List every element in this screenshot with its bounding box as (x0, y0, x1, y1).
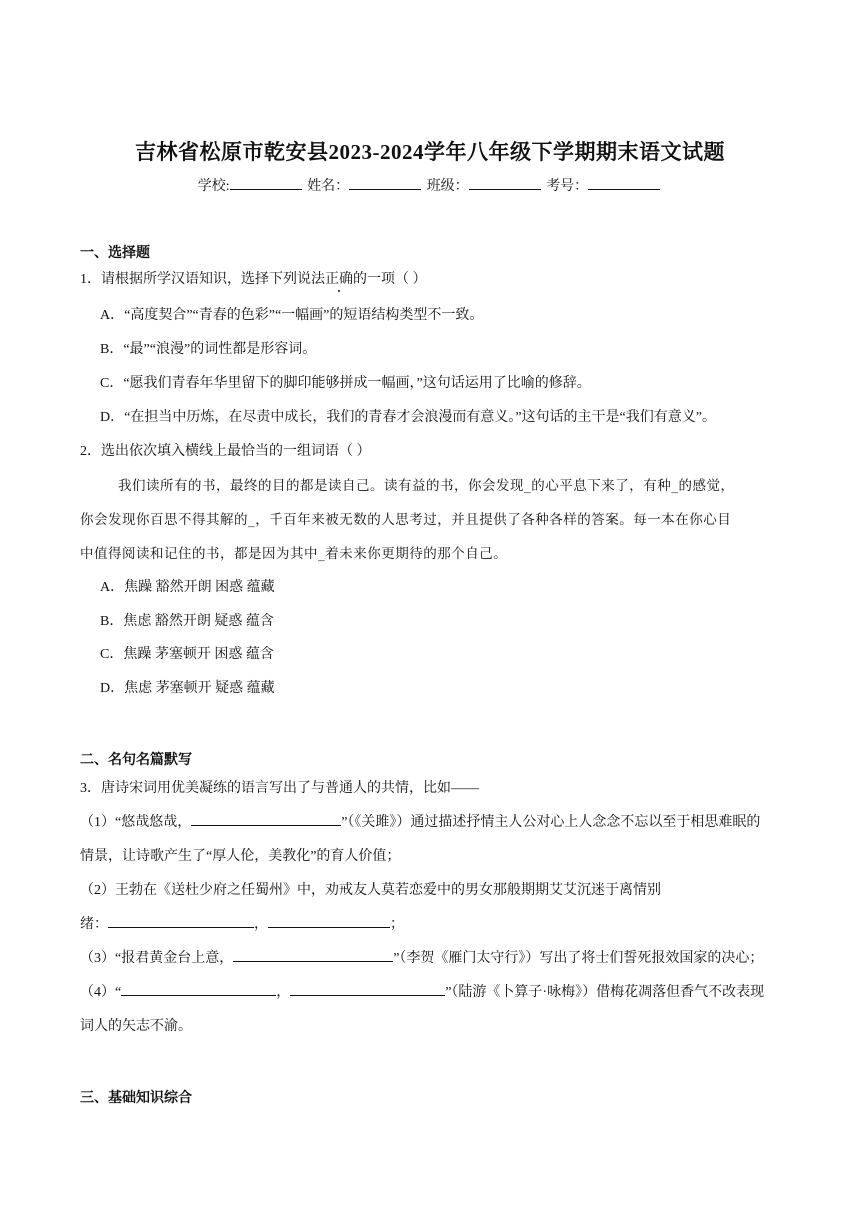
q3-p2-separator: ， (254, 917, 268, 932)
q3-part-2-line-2 (80, 913, 404, 933)
q2-passage-line-1: 我们读所有的书，最终的目的都是读自己。读有益的书，你会发现_的心平息下来了，有种_的感觉， (118, 478, 735, 494)
q1-emphasis-word: 正确 (325, 272, 353, 287)
name-blank[interactable] (349, 177, 421, 190)
q3-p2-answer-blank-2[interactable] (268, 915, 390, 928)
q3-p1-text-a: （1）“悠哉悠哉， (80, 815, 192, 830)
q3-part-3-line (80, 947, 763, 967)
q2-option-b[interactable]: B．焦虑 豁然开朗 疑惑 蕴含 (100, 614, 274, 629)
q2-option-a[interactable]: A．焦躁 豁然开朗 困惑 蕴藏 (100, 580, 275, 595)
q3-p4-answer-blank-2[interactable] (290, 983, 445, 996)
q1-stem-pre: 1．请根据所学汉语知识，选择下列说法 (80, 272, 325, 287)
q3-p2-end: ； (390, 917, 404, 932)
student-info-line (0, 175, 860, 195)
q2-option-d[interactable]: D．焦虑 茅塞顿开 疑惑 蕴藏 (100, 681, 275, 696)
q3-part-1-line-2: 情景，让诗歌产生了“厚人伦，美教化”的育人价值； (80, 849, 401, 864)
q1-option-a[interactable]: A．“高度契合”“青春的色彩”“一幅画”的短语结构类型不一致。 (100, 308, 484, 323)
exam-number-blank[interactable] (588, 177, 660, 190)
school-blank[interactable] (230, 177, 302, 190)
q3-p2-text: 绪： (80, 917, 108, 932)
q3-p3-text-b: ”（李贺《雁门太守行》）写出了将士们誓死报效国家的决心； (393, 951, 764, 966)
q3-p4-separator: ， (276, 985, 291, 1000)
q3-p1-text-b: ”（《关雎》）通过描述抒情主人公对心上人念念不忘以至于相思难眠的 (341, 815, 761, 830)
exam-number-label: 考号： (546, 179, 589, 194)
q3-p4-answer-blank-1[interactable] (121, 983, 276, 996)
section-title-recitation: 二、名句名篇默写 (80, 753, 192, 768)
q3-p3-text-a: （3）“报君黄金台上意， (80, 951, 234, 966)
school-label: 学校: (197, 179, 230, 194)
name-label: 姓名： (307, 179, 350, 194)
q1-option-b[interactable]: B．“最”“浪漫”的词性都是形容词。 (100, 342, 317, 357)
class-label: 班级： (426, 179, 469, 194)
q3-p3-answer-blank[interactable] (233, 949, 393, 962)
q2-passage-line-2: 你会发现你百思不得其解的_，千百年来被无数的人思考过，并且提供了各种各样的答案。每一本在你心目 (80, 512, 732, 528)
section-title-basic-knowledge: 三、基础知识综合 (80, 1091, 192, 1106)
q2-option-c[interactable]: C．焦躁 茅塞顿开 困惑 蕴含 (100, 647, 274, 662)
q3-p1-answer-blank[interactable] (191, 813, 341, 826)
q1-option-d[interactable]: D．“在担当中历炼，在尽责中成长，我们的青春才会浪漫而有意义。”这句话的主干是“我们有意义”。 (100, 410, 716, 425)
question-3-stem: 3．唐诗宋词用优美凝练的语言写出了与普通人的共情，比如—— (80, 781, 479, 796)
q3-part-1-line-1 (80, 811, 760, 831)
question-2-stem: 2．选出依次填入横线上最恰当的一组词语（ ） (80, 444, 371, 459)
q3-part-2-line-1: （2）王勃在《送杜少府之任蜀州》中，劝戒友人莫若恋爱中的男女那般期期艾艾沉迷于离情别 (80, 883, 661, 898)
q3-part-4-line-1 (80, 981, 764, 1001)
q3-part-4-line-2: 词人的矢志不渝。 (80, 1019, 192, 1034)
page-title: 吉林省松原市乾安县2023-2024学年八年级下学期期末语文试题 (135, 140, 725, 164)
q3-p2-answer-blank-1[interactable] (108, 915, 254, 928)
q2-passage-line-3: 中值得阅读和记住的书，都是因为其中_着未来你更期待的那个自己。 (80, 546, 508, 562)
q1-option-c[interactable]: C．“愿我们青春年华里留下的脚印能够拼成一幅画，”这句话运用了比喻的修辞。 (100, 376, 591, 391)
q3-p4-text-a: （4）“ (80, 985, 122, 1000)
question-1-stem (80, 268, 427, 288)
q3-p4-text-b: ”（陆游《卜算子·咏梅》）借梅花凋落但香气不改表现 (445, 985, 765, 1000)
class-blank[interactable] (469, 177, 541, 190)
q1-stem-post: 的一项（ ） (353, 272, 427, 287)
section-title-choice: 一、选择题 (80, 246, 150, 261)
